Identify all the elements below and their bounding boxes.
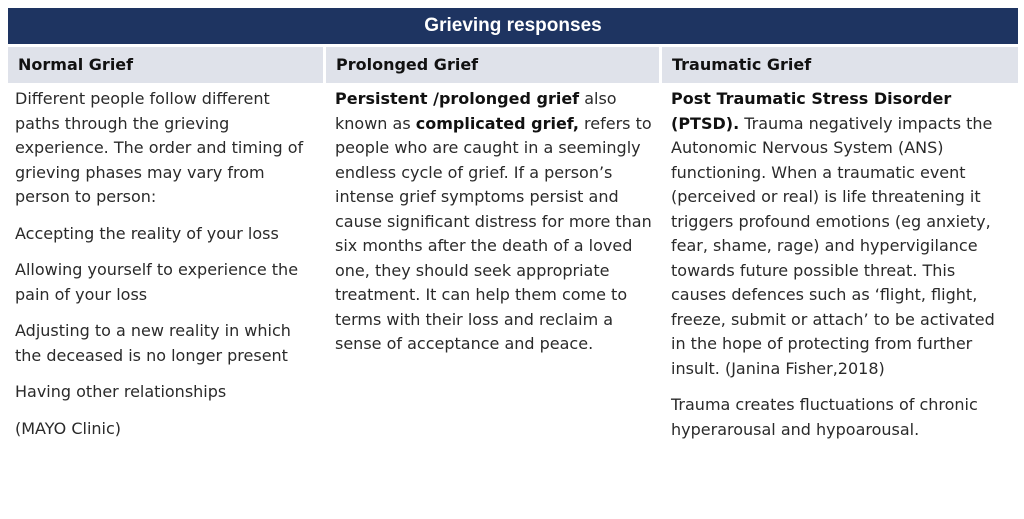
header-prolonged-grief: Prolonged Grief [326, 47, 659, 83]
prolonged-grief-connector: also known as [335, 89, 617, 133]
header-traumatic-grief: Traumatic Grief [662, 47, 1018, 83]
normal-grief-item: Allowing yourself to experience the pain of your loss [15, 260, 299, 304]
traumatic-grief-text [671, 87, 1014, 381]
prolonged-grief-cell [326, 87, 659, 454]
trauma-fluctuations-text: Trauma creates fluctuations of chronic hyperarousal and hypoarousal. [671, 395, 978, 439]
body-row [8, 87, 1018, 454]
ptsd-term: Post Traumatic Stress Disorder (PTSD). [671, 89, 952, 133]
prolonged-grief-text [335, 87, 655, 357]
prolonged-grief-description: refers to people who are caught in a seemingly endless cycle of grief. If a person’s intense grief symptoms persist and cause significant distress for more than six months after the death of a loved one, they should seek appropriate treatment. It can help them come to terms with their loss and reclaim a sense of acceptance and peace. [335, 113, 652, 353]
normal-grief-item: Accepting the reality of your loss [15, 223, 279, 243]
normal-grief-cell [8, 87, 323, 454]
ptsd-description: Trauma negatively impacts the Autonomic Nervous System (ANS) functioning. When a traumatic event (perceived or real) is life threatening it triggers profound emotions (eg anxiety, fear, shame, rage) and hypervigilance towards future possible threat. This causes defences such as ‘flight, flight, freeze, submit or attach’ to be activated in the hope of protecting from further insult. (Janina Fisher,2018) [671, 113, 995, 378]
header-normal-grief: Normal Grief [8, 47, 323, 83]
header-row [8, 47, 1018, 83]
complicated-grief-term: complicated grief, [415, 113, 579, 133]
normal-grief-item: Having other relationships [15, 382, 227, 401]
traumatic-grief-cell [662, 87, 1018, 454]
normal-grief-intro: Different people follow different paths through the grieving experience. The order and timing of grieving phases may vary from person to person: [15, 89, 304, 206]
grieving-responses-table [8, 8, 1018, 454]
table-title: Grieving responses [8, 8, 1018, 44]
prolonged-grief-term: Persistent /prolonged grief [335, 89, 580, 108]
normal-grief-item: Adjusting to a new reality in which the deceased is no longer present [15, 321, 291, 365]
normal-grief-source: (MAYO Clinic) [15, 418, 122, 438]
